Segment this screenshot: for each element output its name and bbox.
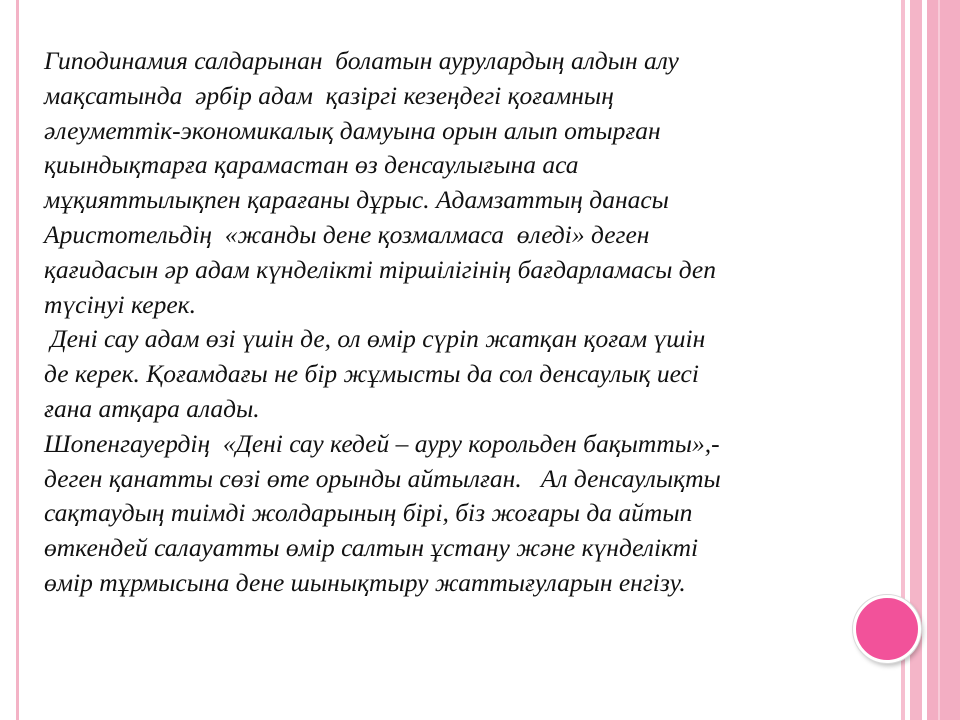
text-line: деген қанатты сөзі өте орынды айтылған. Ал денсаулықты [44, 463, 721, 493]
decorative-circle [853, 595, 921, 663]
text-line: түсінуі керек. [44, 289, 196, 319]
text-line: қиындықтарға қарамастан өз денсаулығына аса [44, 150, 579, 180]
text-line: де керек. Қоғамдағы не бір жұмысты да сол денсаулық иесі [44, 359, 699, 389]
text-line: өткендей салауатты өмір салтын ұстану және күнделікті [44, 533, 699, 563]
text-line: қағидасын әр адам күнделікті тіршілігінің бағдарламасы деп [44, 254, 717, 284]
text-line: сақтаудың тиімді жолдарының бірі, біз жоғары да айтып [44, 498, 693, 528]
text-line: ғана атқара алады. [44, 393, 260, 423]
text-line: өмір тұрмысына дене шынықтыру жаттығуларын енгізу. [44, 567, 686, 597]
text-line: мақсатында әрбір адам қазіргі кезеңдегі қоғамның [44, 80, 614, 110]
text-line: мұқияттылықпен қарағаны дұрыс. Адамзаттың данасы [44, 185, 669, 215]
slide-body-text [44, 44, 904, 601]
left-border-stripe [16, 0, 19, 720]
text-line: Гиподинамия салдарынан болатын аурулардың алдын алу [44, 46, 679, 75]
right-border-highlight-line [938, 0, 940, 720]
right-border-stripe-wide [927, 0, 960, 720]
text-line: әлеуметтік-экономикалық дамуына орын алып отырған [44, 115, 661, 145]
text-line: Аристотельдің «жанды дене қозмалмаса өледі» деген [44, 219, 650, 249]
text-line: Дені сау адам өзі үшін де, ол өмір сүріп жатқан қоғам үшін [44, 324, 706, 354]
text-line: Шопенгауердің «Дені сау кедей – ауру корольден бақытты»,- [44, 428, 720, 458]
